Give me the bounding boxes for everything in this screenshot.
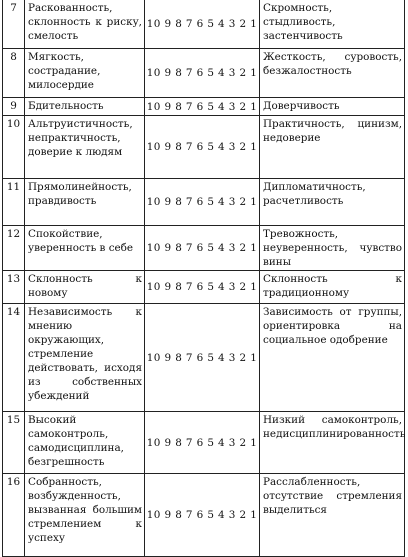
table-row <box>3 271 405 304</box>
row-number: 14 <box>3 304 25 412</box>
table-row <box>3 474 405 557</box>
rating-scale: 10 9 8 7 6 5 4 3 2 1 <box>145 116 260 179</box>
table-row <box>3 49 405 98</box>
rating-scale: 10 9 8 7 6 5 4 3 2 1 <box>145 271 260 304</box>
left-trait: Высокий самоконтроль, самодисциплина, безгрешность <box>25 412 145 474</box>
trait-scale-table <box>2 0 405 557</box>
right-trait: Дипломатичность, расчетливость <box>260 179 405 226</box>
row-number: 11 <box>3 179 25 226</box>
row-number: 7 <box>3 0 25 49</box>
rating-scale: 10 9 8 7 6 5 4 3 2 1 <box>145 304 260 412</box>
left-trait: Раскованность, склонность к риску, смелость <box>25 0 145 49</box>
right-trait: Расслабленность, отсутствие стремления выделиться <box>260 474 405 557</box>
right-trait: Практичность, цинизм, недоверие <box>260 116 405 179</box>
right-trait: Склонность к традиционному <box>260 271 405 304</box>
left-trait: Альтруистичность, непрактичность, доверие к людям <box>25 116 145 179</box>
left-trait: Прямолинейность, правдивость <box>25 179 145 226</box>
rating-scale: 10 9 8 7 6 5 4 3 2 1 <box>145 179 260 226</box>
row-number: 8 <box>3 49 25 98</box>
right-trait: Скромность, стыдливость, застенчивость <box>260 0 405 49</box>
row-number: 13 <box>3 271 25 304</box>
row-number: 10 <box>3 116 25 179</box>
left-trait: Спокойствие, уверенность в себе <box>25 226 145 271</box>
rating-scale: 10 9 8 7 6 5 4 3 2 1 <box>145 0 260 49</box>
table-row <box>3 98 405 116</box>
rating-scale: 10 9 8 7 6 5 4 3 2 1 <box>145 412 260 474</box>
table-row <box>3 179 405 226</box>
row-number: 16 <box>3 474 25 557</box>
left-trait: Бдительность <box>25 98 145 116</box>
table-row <box>3 116 405 179</box>
right-trait: Тревожность, неуверенность, чувство вины <box>260 226 405 271</box>
rating-scale: 10 9 8 7 6 5 4 3 2 1 <box>145 49 260 98</box>
row-number: 9 <box>3 98 25 116</box>
row-number: 15 <box>3 412 25 474</box>
table-row <box>3 0 405 49</box>
rating-scale: 10 9 8 7 6 5 4 3 2 1 <box>145 226 260 271</box>
table-row <box>3 412 405 474</box>
left-trait: Независимость к мнению окружающих, стремление действовать, исходя из собственных убеждений <box>25 304 145 412</box>
right-trait: Зависимость от группы, ориентировка на социальное одобрение <box>260 304 405 412</box>
table-row <box>3 226 405 271</box>
left-trait: Склонность к новому <box>25 271 145 304</box>
left-trait: Собранность, возбужденность, вызванная большим стремлением к успеху <box>25 474 145 557</box>
row-number: 12 <box>3 226 25 271</box>
rating-scale: 10 9 8 7 6 5 4 3 2 1 <box>145 98 260 116</box>
table-row <box>3 304 405 412</box>
right-trait: Доверчивость <box>260 98 405 116</box>
rating-scale: 10 9 8 7 6 5 4 3 2 1 <box>145 474 260 557</box>
right-trait: Жесткость, суровость, безжалостность <box>260 49 405 98</box>
right-trait: Низкий самоконтроль, недисциплинированность <box>260 412 405 474</box>
left-trait: Мягкость, сострадание, милосердие <box>25 49 145 98</box>
